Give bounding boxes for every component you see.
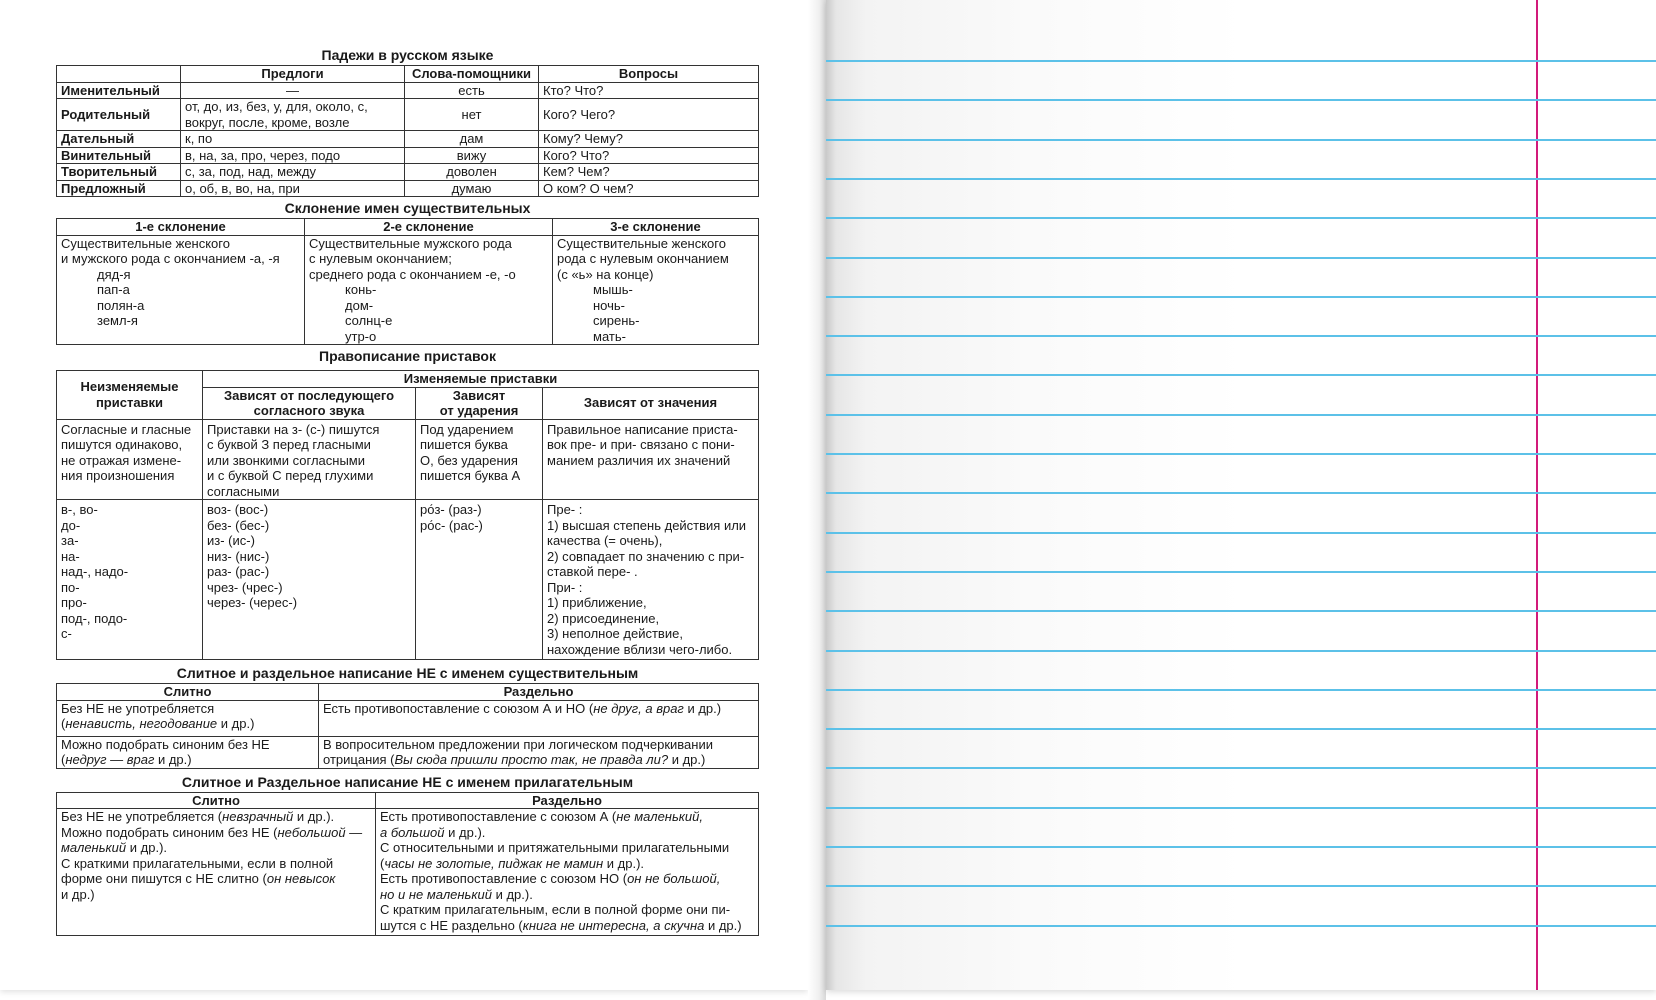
text-span: Есть противопоставление с союзом А (	[380, 809, 617, 824]
case-name: Родительный	[57, 99, 181, 131]
text-span: форме они пишутся с НЕ слитно (	[61, 871, 267, 886]
ruled-line	[826, 335, 1656, 337]
prefixes-subheader-meaning: Зависят от значения	[543, 387, 759, 419]
declension-examples: мышь- ночь- сирень- мать-	[593, 282, 640, 344]
cases-header-empty	[57, 66, 181, 83]
ruled-line	[826, 571, 1656, 573]
declension-examples: конь- дом- солнц-е утр-о	[345, 282, 393, 344]
example-italic: он не большой,	[627, 871, 721, 886]
ruled-line	[826, 767, 1656, 769]
ruled-line	[826, 689, 1656, 691]
case-prepositions: о, об, в, во, на, при	[181, 180, 405, 197]
ne-adj-title: Слитное и Раздельное написание НЕ с именем прилагательным	[181, 773, 634, 790]
cases-table	[56, 65, 759, 197]
text-span: шутся с НЕ раздельно (	[380, 917, 523, 933]
table-row	[57, 131, 759, 148]
text-span: Есть противопоставление с союзом А и НО (	[323, 700, 594, 716]
text-span: и др.)	[217, 716, 255, 731]
ruled-line	[826, 885, 1656, 887]
prefixes-title: Правописание приставок	[319, 348, 496, 364]
cases-header-helpers: Слова-помощники	[405, 66, 539, 83]
case-name: Предложный	[57, 180, 181, 197]
case-name: Дательный	[57, 131, 181, 148]
declension-cell-2	[305, 235, 553, 345]
ruled-line	[826, 217, 1656, 219]
case-questions: О ком? О чем?	[539, 180, 759, 197]
ne-noun-table	[56, 683, 759, 769]
text-span: Без НЕ не употребляется (	[61, 809, 223, 824]
case-helper: вижу	[405, 147, 539, 164]
prefixes-table	[56, 370, 759, 660]
table-row	[57, 99, 759, 131]
ruled-line	[826, 178, 1656, 180]
prefixes-examples: Пре- : 1) высшая степень действия или качества (= очень), 2) совпадает по значению с при- ставкой пере- . При- : 1) приближение, 2) присоединение, 3) неполное действие, нахождение вблизи чего-либо.	[543, 500, 759, 660]
ne-adj-separate-cell	[376, 809, 759, 936]
text-span: Без НЕ не употребляется	[61, 700, 215, 716]
example-italic: невзрачный	[222, 809, 294, 824]
text-span: и др.).	[491, 886, 533, 902]
ne-noun-together-cell: Без НЕ не употребляется (ненависть, негодование и др.)	[57, 700, 319, 736]
table-row	[57, 419, 759, 500]
declension-title: Склонение имен существительных	[284, 200, 531, 216]
right-lined-page	[826, 0, 1656, 990]
case-helper: дам	[405, 131, 539, 148]
ruled-line	[826, 257, 1656, 259]
ruled-line	[826, 728, 1656, 730]
text-span: и др.)	[61, 886, 95, 902]
prefixes-subheader-consonant: Зависят от последующего согласного звука	[203, 387, 416, 419]
declension-header-row	[57, 219, 759, 236]
declension-table	[56, 218, 759, 345]
table-row	[57, 809, 759, 936]
example-italic: часы не золотые, пиджак не мамин	[384, 855, 604, 871]
table-row	[57, 147, 759, 164]
ruled-line	[826, 807, 1656, 809]
text-span: и др.)	[683, 700, 722, 716]
ne-adj-header-together: Слитно	[57, 792, 376, 809]
ne-noun-header-row	[57, 684, 759, 701]
case-prepositions: с, за, под, над, между	[181, 164, 405, 181]
cases-header-questions: Вопросы	[539, 66, 759, 83]
case-helper: нет	[405, 99, 539, 131]
example-italic: он невысок	[266, 871, 336, 886]
case-helper: доволен	[405, 164, 539, 181]
declension-header-1: 1-е склонение	[57, 219, 305, 236]
prefixes-subheader-stress: Зависят от ударения	[416, 387, 543, 419]
left-page	[0, 0, 808, 990]
example-italic: а большой	[380, 824, 445, 840]
case-questions: Кем? Чем?	[539, 164, 759, 181]
prefixes-changeable-header: Изменяемые приставки	[203, 371, 759, 388]
case-name: Именительный	[57, 82, 181, 99]
ruled-line	[826, 650, 1656, 652]
declension-description: Существительные женского рода с нулевым окончанием (с «ь» на конце)	[557, 235, 729, 282]
ne-adj-header-row	[57, 792, 759, 809]
example-italic: ненависть, негодование	[65, 716, 218, 731]
case-name: Винительный	[57, 147, 181, 164]
text-span: и др.).	[603, 855, 645, 871]
text-span: отрицания (	[323, 752, 395, 767]
prefixes-unchangeable-header: Неизменяемые приставки	[57, 371, 203, 420]
ruled-line	[826, 139, 1656, 141]
ruled-line	[826, 414, 1656, 416]
text-span: и др.).	[444, 824, 486, 840]
example-italic: не друг, а враг	[593, 700, 684, 716]
ne-noun-separate-cell	[319, 700, 759, 736]
example-italic: небольшой —	[277, 824, 363, 840]
declension-description: Существительные мужского рода с нулевым окончанием; среднего рода с окончанием -е, -о	[309, 235, 516, 282]
ne-adj-table	[56, 792, 759, 937]
ne-noun-header-separate: Раздельно	[319, 684, 759, 701]
declension-header-3: 3-е склонение	[553, 219, 759, 236]
declension-cell-1	[57, 235, 305, 345]
ruled-line	[826, 925, 1656, 927]
ne-noun-title: Слитное и раздельное написание НЕ с именем существительным	[176, 665, 639, 681]
text-span: и др.)	[668, 752, 706, 767]
table-row	[57, 180, 759, 197]
example-italic: Вы сюда пришли просто так, не правда ли?	[394, 752, 669, 767]
table-row	[57, 235, 759, 345]
prefixes-rule: Согласные и гласные пишутся одинаково, не отражая измене- ния произношения	[57, 419, 203, 500]
ruled-line	[826, 99, 1656, 101]
table-row	[57, 82, 759, 99]
case-prepositions: —	[181, 82, 405, 99]
cases-title: Падежи в русском языке	[321, 47, 494, 63]
case-questions: Кого? Что?	[539, 147, 759, 164]
text-span: и др.).	[293, 809, 335, 824]
case-helper: есть	[405, 82, 539, 99]
table-row	[57, 500, 759, 660]
ne-noun-header-together: Слитно	[57, 684, 319, 701]
text-span: (	[380, 855, 385, 871]
case-questions: Кому? Чему?	[539, 131, 759, 148]
text-span: С краткими прилагательными, если в полной	[61, 855, 334, 871]
table-row	[57, 736, 759, 768]
case-name: Творительный	[57, 164, 181, 181]
text-span: С кратким прилагательным, если в полной форме они пи-	[380, 902, 731, 917]
ne-noun-separate-cell	[319, 736, 759, 768]
prefixes-examples: ро́з- (раз-) ро́с- (рас-)	[416, 500, 543, 660]
case-questions: Кто? Что?	[539, 82, 759, 99]
declension-header-2: 2-е склонение	[305, 219, 553, 236]
margin-line	[1536, 0, 1538, 990]
text-span: и др.)	[154, 752, 192, 767]
declension-cell-3	[553, 235, 759, 345]
example-italic: но и не маленький	[380, 886, 492, 902]
ruled-line	[826, 60, 1656, 62]
case-helper: думаю	[405, 180, 539, 197]
case-prepositions: к, по	[181, 131, 405, 148]
ruled-line	[826, 296, 1656, 298]
text-span: Можно подобрать синоним без НЕ	[61, 736, 270, 752]
example-italic: не маленький,	[616, 809, 704, 824]
ruled-line	[826, 374, 1656, 376]
text-span: и др.).	[126, 840, 168, 855]
prefixes-examples: воз- (вос-) без- (бес-) из- (ис-) низ- (нис-) раз- (рас-) чрез- (чрес-) через- (черес-)	[203, 500, 416, 660]
book-gutter	[808, 0, 826, 1000]
text-span: Есть противопоставление с союзом НО (	[380, 871, 628, 886]
example-italic: недруг — враг	[65, 752, 155, 767]
prefixes-rule: Приставки на з- (с-) пишутся с буквой З перед гласными или звонкими согласными и с буквой С перед глухими согласными	[203, 419, 416, 500]
case-prepositions: от, до, из, без, у, для, около, с, вокруг, после, кроме, возле	[181, 99, 405, 131]
reference-content	[56, 46, 759, 936]
ruled-line	[826, 846, 1656, 848]
text-span: В вопросительном предложении при логическом подчеркивании	[323, 736, 713, 752]
case-questions: Кого? Чего?	[539, 99, 759, 131]
ne-adj-header-separate: Раздельно	[376, 792, 759, 809]
declension-description: Существительные женского и мужского рода с окончанием -а, -я	[61, 235, 280, 266]
ruled-line	[826, 610, 1656, 612]
prefixes-rule: Под ударением пишется буква О, без ударения пишется буква А	[416, 419, 543, 500]
cases-header-prepositions: Предлоги	[181, 66, 405, 83]
prefixes-rule: Правильное написание приста- вок пре- и при- связано с пони- манием различия их значений	[543, 419, 759, 500]
ne-noun-together-cell: Можно подобрать синоним без НЕ (недруг — враг и др.)	[57, 736, 319, 768]
case-prepositions: в, на, за, про, через, подо	[181, 147, 405, 164]
table-row	[57, 164, 759, 181]
ruled-line	[826, 532, 1656, 534]
prefixes-header-row	[57, 371, 759, 388]
example-italic: маленький	[61, 840, 127, 855]
declension-examples: дяд-я пап-а полян-а земл-я	[97, 266, 145, 328]
text-span: и др.)	[704, 917, 742, 933]
ruled-line	[826, 453, 1656, 455]
cases-header-row	[57, 66, 759, 83]
text-span: Можно подобрать синоним без НЕ (	[61, 824, 278, 840]
ruled-line	[826, 492, 1656, 494]
table-row	[57, 700, 759, 736]
example-italic: книга не интересна, а скучна	[522, 917, 705, 933]
prefixes-examples: в-, во- до- за- на- над-, надо- по- про- под-, подо- с-	[57, 500, 203, 660]
text-span: С относительными и притяжательными прилагательными	[380, 840, 730, 855]
ne-adj-together-cell	[57, 809, 376, 936]
